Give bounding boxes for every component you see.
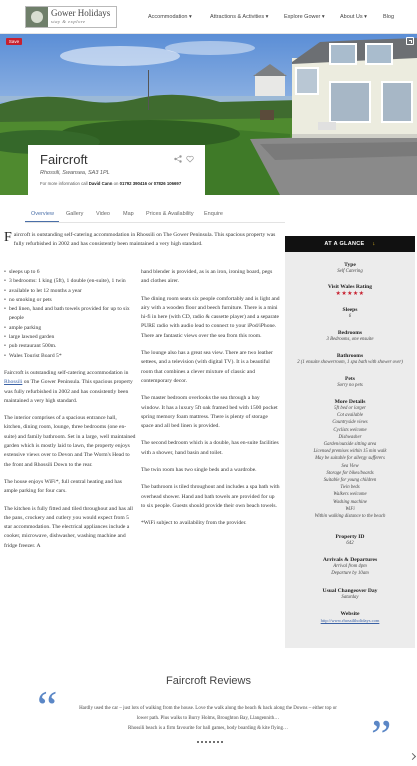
carousel-dot[interactable] <box>217 741 219 743</box>
glance-type <box>285 262 415 275</box>
rhossili-link[interactable]: Rhossili <box>4 379 23 386</box>
main-nav <box>0 12 417 24</box>
tab-overview[interactable]: Overview <box>31 211 54 217</box>
detail-item: Walkers welcome <box>333 492 367 498</box>
glance-bedrooms <box>285 330 415 343</box>
glance-sleeps-label: Sleeps <box>342 307 358 313</box>
share-icon[interactable] <box>174 155 182 163</box>
feature-item: • no smoking or pets <box>4 296 136 305</box>
at-a-glance-title: AT A GLANCE <box>324 241 365 247</box>
detail-item: Twin beds <box>340 485 360 491</box>
detail-item: Cot available <box>337 413 363 419</box>
feature-list <box>4 268 136 361</box>
review-line: lower path. Plus walks to Burry Holms, Broughton Bay, Llangennith… <box>136 716 280 721</box>
feature-item: • pub restaurant 500m. <box>4 342 136 351</box>
property-tabs <box>25 208 285 222</box>
contact-name: David Cann <box>88 181 113 186</box>
feature-item: • available to let 12 months a year <box>4 287 136 296</box>
nav-blog[interactable]: Blog <box>383 14 395 20</box>
nav-explore-gower[interactable]: Explore Gower ▾ <box>284 14 325 20</box>
review-text <box>60 704 356 734</box>
feature-item: • bed linen, hand and bath towels provided for up to six people <box>4 305 136 324</box>
glance-arrival: Arrival from 4pm <box>333 564 367 569</box>
glance-type-label: Type <box>344 262 356 268</box>
review-line: Rhossili beach is a firm favourite for ball games, body boarding & kite flying… <box>128 726 288 731</box>
open-quote-icon: “ <box>37 681 58 732</box>
detail-item: Within walking distance to the beach <box>314 514 386 520</box>
at-a-glance-header <box>285 236 415 252</box>
glance-property-id-value: 642 <box>346 541 354 546</box>
glance-sleeps <box>285 307 415 320</box>
description-right-column <box>141 268 280 529</box>
property-name: Faircroft <box>40 152 88 167</box>
glance-website <box>285 611 415 625</box>
glance-rating-label: Visit Wales Rating <box>327 284 373 290</box>
glance-bathrooms <box>285 353 415 366</box>
glance-bedrooms-label: Bedrooms <box>337 330 363 336</box>
website-link[interactable]: http://www.rhossiliholidays.com <box>320 618 380 623</box>
carousel-dot[interactable] <box>197 741 199 743</box>
glance-website-label: Website <box>340 611 360 617</box>
feature-item: • large lawned garden <box>4 333 136 342</box>
description-paragraph <box>4 369 136 406</box>
nav-attractions[interactable]: Attractions & Activities ▾ <box>210 14 269 20</box>
description-paragraph: The dining room seats six people comfortably and is light and airy with a wooden floor and beech furniture. There is a mini hi-fi in here (with CD, radio & cassette player) and a separate PURE radio with audio lead to connect to your iPod/iPhone. There are fantastic views over the sea from this room. <box>141 295 280 339</box>
review-line: Hardly used the car – just lots of walking from the house. Love the walk along the beach & back along the Downs – either top or <box>79 706 337 711</box>
detail-item: Garden/outside sitting area <box>323 442 377 448</box>
tab-video[interactable]: Video <box>96 211 110 217</box>
description-paragraph: The interior comprises of a spacious entrance hall, kitchen, dining room, lounge, three bedrooms (one en-suite) and family bathroom. Set in a large, well maintained garden which is mostly laid to lawn, the property enjoys extensive views over to Devon and The Worm's Head to the front and Rhossili Down to the rear. <box>4 415 136 468</box>
contact-info <box>40 181 181 186</box>
description-paragraph: The kitchen is fully fitted and tiled throughout and has all the pans, crockery and cutlery you would expect from 5 star accommodation. The electrical appliances include a cooker, microwave, dishwasher, washing machine and fridge freezer. A <box>4 505 133 549</box>
site-header <box>0 0 417 34</box>
feature-item: • sleeps up to 6 <box>4 268 136 277</box>
glance-property-id <box>285 534 415 547</box>
carousel-dot[interactable] <box>209 741 211 743</box>
detail-item: Washing machine <box>333 499 367 505</box>
intro-text: aircroft is outstanding self-catering accommodation in Rhossili on The Gower Peninsula. This spacious property was fully refurbished in 2002 and has consistently been maintained a very high standard. <box>13 232 276 248</box>
tab-map[interactable]: Map <box>123 211 134 217</box>
contact-phone[interactable]: 01792 390416 or 07826 106697 <box>119 181 182 186</box>
description-paragraph: The master bedroom overlooks the sea through a bay window. It has a luxury 5ft oak framed bed with 1500 pocket spring memory foam mattress. There is plenty of storage space and all bed linen is provided. <box>141 395 278 430</box>
detail-item: Cyclists welcome <box>333 427 367 433</box>
heart-icon[interactable] <box>186 155 194 163</box>
glance-changeover-label: Usual Changeover Day <box>322 588 378 594</box>
description-text: Faircroft is outstanding self-catering accommodation in <box>4 369 129 376</box>
glance-bathrooms-value: 2 (1 ensuite showerroom, 1 spa bath with shower over) <box>297 360 403 365</box>
detail-item: 5ft bed or larger <box>334 406 366 411</box>
review-carousel-dots <box>190 741 230 745</box>
detail-item: Dishwasher <box>338 434 362 440</box>
at-a-glance-panel <box>285 236 415 648</box>
tab-gallery[interactable]: Gallery <box>66 211 84 217</box>
carousel-dot[interactable] <box>213 741 215 743</box>
tab-divider <box>25 222 285 223</box>
feature-item: • 3 bedrooms: 1 king (5ft), 1 double (en-suite), 1 twin <box>4 277 136 286</box>
detail-item: May be suitable for allergy sufferers <box>315 456 385 462</box>
glance-pets-label: Pets <box>345 376 355 382</box>
contact-on: on <box>113 181 119 186</box>
glance-sleeps-value: 6 <box>348 314 352 319</box>
glance-more-details <box>285 399 415 520</box>
active-tab-indicator <box>25 221 59 222</box>
property-title-card <box>28 145 205 195</box>
feature-item: • Wales Tourist Board 5* <box>4 352 136 361</box>
description-text: on The Gower Peninsula. This spacious property was fully refurbished in 2002 and has consistently been maintained a very high standard. <box>4 379 133 404</box>
glance-arrivals-label: Arrivals & Departures <box>322 557 378 563</box>
rating-stars-icon: ★★★★★ <box>335 291 365 297</box>
reviews-title: Faircroft Reviews <box>166 675 251 687</box>
intro-dropcap: F <box>4 230 12 245</box>
detail-item: Sea View <box>341 463 359 469</box>
glance-changeover <box>285 588 415 601</box>
save-button[interactable]: Save <box>6 38 22 45</box>
glance-pets <box>285 376 415 389</box>
description-paragraph: The house enjoys WiFi*, full central heating and has ample parking for four cars. <box>4 478 122 495</box>
close-quote-icon: ” <box>371 710 392 761</box>
carousel-dot[interactable] <box>205 741 207 743</box>
logo-name: Gower Holidays <box>51 8 111 19</box>
description-paragraph: hand blender is provided, as is an iron, ironing board, pegs and clothes airer. <box>141 269 273 285</box>
description-paragraph: The twin room has two single beds and a wardrobe. <box>141 467 257 474</box>
intro-paragraph <box>4 231 280 250</box>
carousel-dot[interactable] <box>201 741 203 743</box>
detail-item: Countryside views <box>332 420 368 426</box>
chevron-right-icon[interactable] <box>409 753 416 760</box>
nav-about-us[interactable]: About Us ▾ <box>340 14 367 20</box>
logo-tagline: stay & explore <box>51 19 86 25</box>
glance-changeover-value: Saturday <box>341 595 359 600</box>
glance-departure: Departure by 10am <box>331 571 369 577</box>
description-paragraph: The second bedroom which is a double, has en-suite facilities with a shower, hand basin and toilet. <box>141 440 279 456</box>
feature-item: • ample parking <box>4 324 136 333</box>
glance-arrivals <box>285 557 415 577</box>
detail-item: Storage for bikes/boards <box>326 470 374 476</box>
tab-enquire[interactable]: Enquire <box>204 211 223 217</box>
glance-pets-value: Sorry no pets <box>337 383 363 388</box>
detail-item: Suitable for young children <box>323 478 377 484</box>
glance-bathrooms-label: Bathrooms <box>336 353 364 359</box>
detail-item: WiFi <box>345 506 355 512</box>
arrow-down-icon: ↓ <box>372 241 376 247</box>
description-paragraph: *WiFi subject to availability from the provider. <box>141 520 247 527</box>
expand-icon[interactable] <box>406 37 414 45</box>
glance-details-label: More Details <box>334 399 366 405</box>
carousel-dot[interactable] <box>221 741 223 743</box>
property-address: Rhossili, Swansea, SA3 1PL <box>40 170 110 176</box>
detail-item: Licensed premises within 15 min walk <box>313 449 387 455</box>
glance-property-id-label: Property ID <box>335 534 365 540</box>
contact-prefix: For more information call <box>40 181 88 186</box>
nav-accommodation[interactable]: Accommodation ▾ <box>148 14 192 20</box>
description-left-column <box>4 268 136 551</box>
glance-type-value: Self Catering <box>337 269 363 274</box>
glance-bedrooms-value: 3 Bedrooms, one ensuite <box>326 337 374 342</box>
glance-rating <box>285 284 415 297</box>
tab-prices-availability[interactable]: Prices & Availability <box>146 211 194 217</box>
description-paragraph: The bathroom is tiled throughout and includes a spa bath with overhead shower. Hand and bath towels are provided for up to six people. Guests should provide their own beach towels. <box>141 484 280 509</box>
description-paragraph: The lounge also has a great sea view. There are two leather settees, and a television (with digital TV). It is a beautiful room that combines a clever mixture of classic and contemporary decor. <box>141 350 273 384</box>
